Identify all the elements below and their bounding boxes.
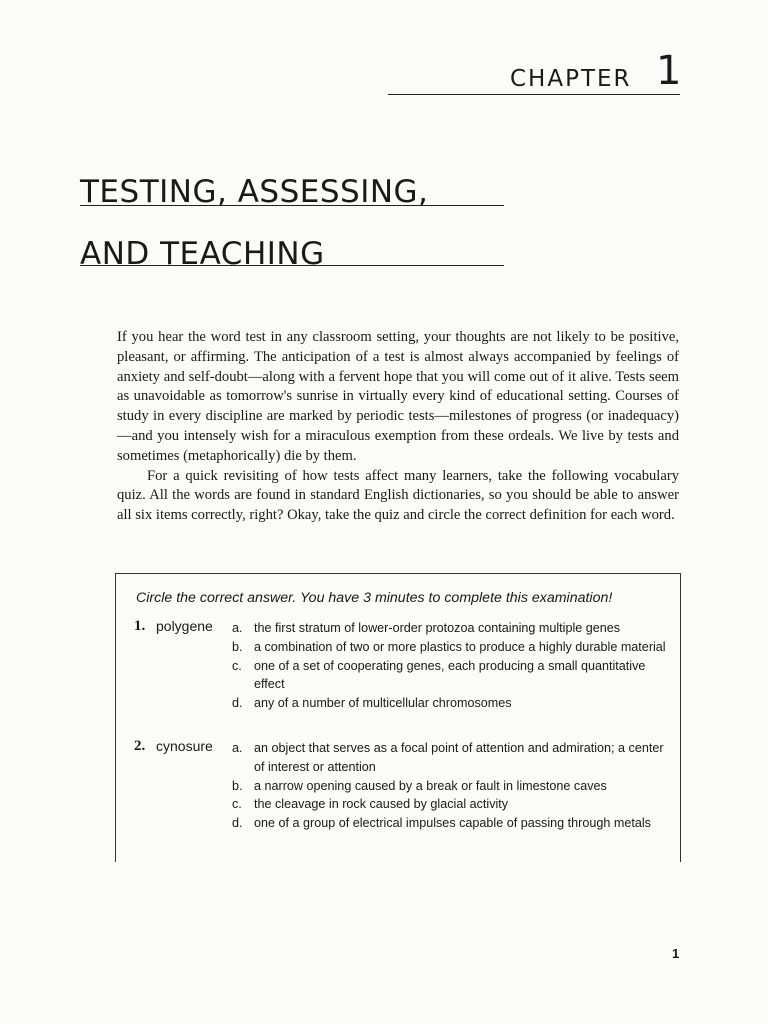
chapter-rule [388, 94, 680, 95]
quiz-options [232, 619, 672, 713]
option-letter: a. [232, 621, 243, 635]
body-text [117, 328, 679, 526]
quiz-item-word: polygene [156, 618, 213, 634]
paragraph-1: If you hear the word test in any classroom setting, your thoughts are not likely to be positive, pleasant, or affirming. The anticipation of a test is almost always accompanied by feelings of anxiety and self-doubt—along with a fervent hope that you will come out of it alive. Tests seem as unavoidable as tomorrow's sunrise in virtually every kind of educational setting. Courses of study in every discipline are marked by periodic tests—milestones of progress (or inadequacy)—and you intensely wish for a miraculous exemption from these ordeals. We live by tests and sometimes (metaphorically) die by them. [117, 329, 679, 464]
title-line-1: TESTING, ASSESSING, [80, 174, 429, 210]
title-rule-1 [80, 205, 504, 206]
option-text: the cleavage in rock caused by glacial activity [254, 797, 509, 812]
chapter-number: 1 [652, 48, 685, 94]
option-text: a narrow opening caused by a break or fault in limestone caves [254, 778, 607, 793]
quiz-option[interactable] [232, 739, 672, 777]
quiz-option[interactable] [232, 638, 672, 657]
quiz-item-number: 1. [134, 618, 146, 634]
option-letter: a. [232, 741, 243, 755]
quiz-instruction: Circle the correct answer. You have 3 minutes to complete this examination! [136, 590, 613, 606]
option-text: one of a set of cooperating genes, each producing a small quantitative effect [254, 658, 646, 692]
option-letter: b. [232, 639, 243, 654]
quiz-option[interactable] [232, 694, 672, 713]
title-line-2: AND TEACHING [80, 236, 325, 272]
title-rule-2 [80, 265, 504, 266]
page-number: 1 [672, 946, 680, 961]
option-text: any of a number of multicellular chromosomes [254, 696, 512, 711]
quiz-box [115, 573, 681, 862]
quiz-option[interactable] [232, 777, 672, 796]
option-letter: c. [232, 658, 242, 673]
quiz-options [232, 739, 672, 833]
option-text: an object that serves as a focal point of attention and admiration; a center of interest or attention [254, 741, 664, 774]
option-letter: b. [232, 778, 243, 793]
option-text: the first stratum of lower-order protozoa containing multiple genes [254, 621, 621, 635]
quiz-option[interactable] [232, 657, 672, 695]
option-letter: d. [232, 696, 243, 711]
quiz-option[interactable] [232, 619, 672, 638]
option-letter: c. [232, 797, 242, 812]
quiz-option[interactable] [232, 795, 672, 814]
chapter-label: CHAPTER [510, 66, 632, 92]
option-text: one of a group of electrical impulses capable of passing through metals [254, 816, 651, 831]
option-letter: d. [232, 816, 243, 831]
quiz-option[interactable] [232, 814, 672, 833]
quiz-item-word: cynosure [156, 738, 213, 754]
quiz-item-number: 2. [134, 738, 146, 754]
paragraph-2: For a quick revisiting of how tests affect many learners, take the following vocabulary quiz. All the words are found in standard English dictionaries, so you should be able to answer all six items correctly, right? Okay, take the quiz and circle the correct definition for each word. [117, 467, 679, 524]
option-text: a combination of two or more plastics to produce a highly durable material [254, 639, 666, 654]
